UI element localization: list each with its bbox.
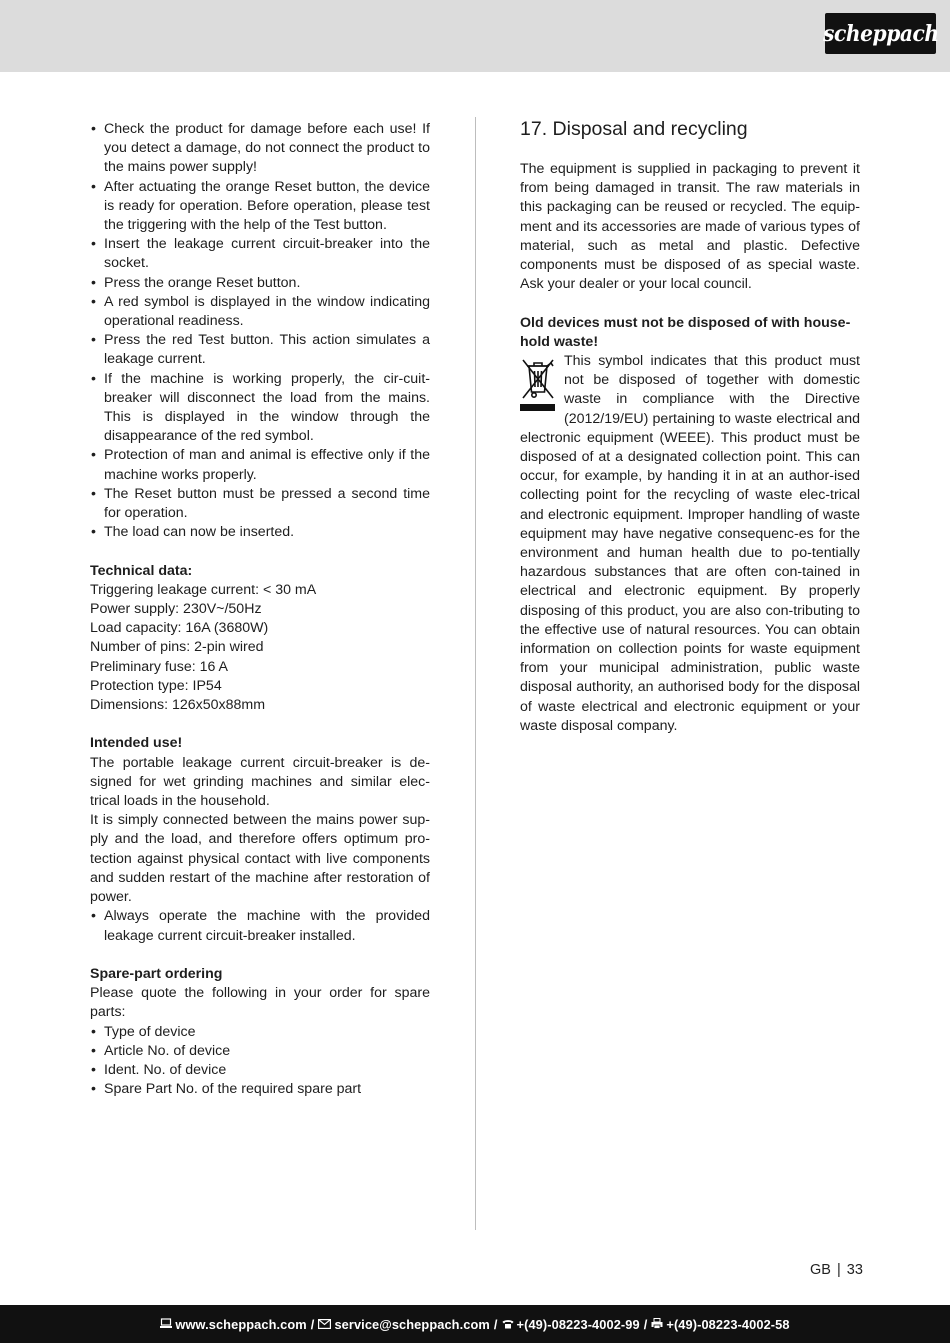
computer-icon xyxy=(160,1317,172,1332)
list-item: • Spare Part No. of the required spare part xyxy=(90,1080,430,1099)
footer-separator: / xyxy=(310,1316,315,1332)
list-item: • The Reset button must be pressed a second time for operation. xyxy=(90,485,430,523)
weee-bar xyxy=(520,404,555,411)
right-column xyxy=(520,117,860,736)
fax-number[interactable]: +(49)-08223-4002-58 xyxy=(666,1316,790,1332)
list-item: • Protection of man and animal is effective only if the machine works properly. xyxy=(90,446,430,484)
header-band xyxy=(0,0,950,72)
list-item: • Check the product for damage before each use! If you detect a damage, do not connect the product to the mains power supply! xyxy=(90,120,430,178)
email-link[interactable]: service@scheppach.com xyxy=(334,1316,490,1332)
weee-paragraph: This symbol indicates that this product must not be disposed of together with domestic waste in compliance with the Directive (2012/19/EU) pertaining to waste electrical and electronic equipment (WEEE). This product must be disposed of at a designated collection point. This can occur, for example, by handing it in at an author-ised collecting point for the recycling of waste elec-trical and electronic equipment. Improper handling of waste equipment may have negative consequenc-es for the environment and human health due to po-tentially hazardous substances that are often con-tained in electrical and electronic equipment. By properly disposing of this product, you are also con-tributing to the effective use of natural resources. You can obtain information on collection points for waste equipment from your municipal administration, public waste disposal authority, an authorised body for the disposal of waste electrical and electronic equipment or your waste disposal company. xyxy=(520,353,860,734)
intended-use-paragraph: The portable leakage current circuit-breaker is de-signed for wet grinding machines and similar elec-trical loads in the household. xyxy=(90,754,430,810)
spare-part-paragraph: Please quote the following in your order for spare parts: xyxy=(90,985,430,1021)
technical-data-heading: Technical data: xyxy=(90,562,193,579)
intended-use-heading: Intended use! xyxy=(90,735,183,752)
intended-use-paragraph: It is simply connected between the mains power sup-ply and the load, and therefore offers optimum pro-tection against physical contact with live components and sudden restart of the machine after restoration of power. xyxy=(90,812,430,906)
page-number xyxy=(810,1261,863,1280)
list-item: • A red symbol is displayed in the window indicating operational readiness. xyxy=(90,293,430,331)
column-divider xyxy=(475,117,476,1230)
section-title: 17. Disposal and recycling xyxy=(520,118,748,140)
list-item: • After actuating the orange Reset button, the device is ready for operation. Before operation, please test the triggering with the help of the Test button. xyxy=(90,178,430,236)
envelope-icon xyxy=(318,1317,331,1332)
list-item: • Press the red Test button. This action simulates a leakage current. xyxy=(90,331,430,369)
footer-separator: / xyxy=(643,1316,648,1332)
left-column xyxy=(90,120,430,1099)
telephone-icon xyxy=(502,1317,514,1332)
page-number-value: 33 xyxy=(846,1262,863,1278)
list-item: • Always operate the machine with the provided leakage current circuit-breaker installed. xyxy=(90,907,430,945)
list-item: • If the machine is working properly, the cir-cuit-breaker will disconnect the load from the mains. This is displayed in the window through the disappearance of the red symbol. xyxy=(90,370,430,447)
technical-data-line: Load capacity: 16A (3680W) xyxy=(90,620,269,637)
fax-icon xyxy=(651,1317,663,1332)
packaging-paragraph: The equipment is supplied in packaging to prevent it from being damaged in transit. The raw materials in this packaging can be reused or recycled. The equip-ment and its accessories are made of various types of material, such as metal and plastic. Defective components must be disposed of as special waste. Ask your dealer or your local council. xyxy=(520,161,860,293)
footer-contact xyxy=(160,1317,789,1332)
page-separator: | xyxy=(836,1262,841,1278)
brand-logo xyxy=(822,13,939,54)
instructions-list xyxy=(90,120,430,542)
technical-data-line: Triggering leakage current: < 30 mA xyxy=(90,581,317,598)
language-code: GB xyxy=(810,1262,831,1278)
spare-part-list xyxy=(90,1023,430,1100)
spare-part-heading: Spare-part ordering xyxy=(90,965,223,982)
list-item: • Insert the leakage current circuit-breaker into the socket. xyxy=(90,235,430,273)
list-item: • The load can now be inserted. xyxy=(90,523,430,542)
technical-data-line: Power supply: 230V~/50Hz xyxy=(90,601,262,618)
technical-data-line: Preliminary fuse: 16 A xyxy=(90,658,228,675)
website-link[interactable]: www.scheppach.com xyxy=(175,1316,307,1332)
list-item: • Article No. of device xyxy=(90,1042,430,1061)
intended-use-list xyxy=(90,907,430,945)
brand-logo-text: scheppach xyxy=(822,20,939,47)
footer-separator: / xyxy=(493,1316,498,1332)
technical-data-line: Number of pins: 2-pin wired xyxy=(90,639,264,656)
list-item: • Ident. No. of device xyxy=(90,1061,430,1080)
list-item: • Press the orange Reset button. xyxy=(90,274,430,293)
footer-band xyxy=(0,1305,950,1343)
technical-data-line: Dimensions: 126x50x88mm xyxy=(90,697,266,714)
list-item: • Type of device xyxy=(90,1023,430,1042)
crossed-out-wheelie-bin-icon xyxy=(520,352,564,424)
weee-heading: Old devices must not be disposed of with house-hold waste! xyxy=(520,314,851,350)
phone-number[interactable]: +(49)-08223-4002-99 xyxy=(516,1316,640,1332)
weee-block xyxy=(520,352,860,736)
technical-data-line: Protection type: IP54 xyxy=(90,677,222,694)
